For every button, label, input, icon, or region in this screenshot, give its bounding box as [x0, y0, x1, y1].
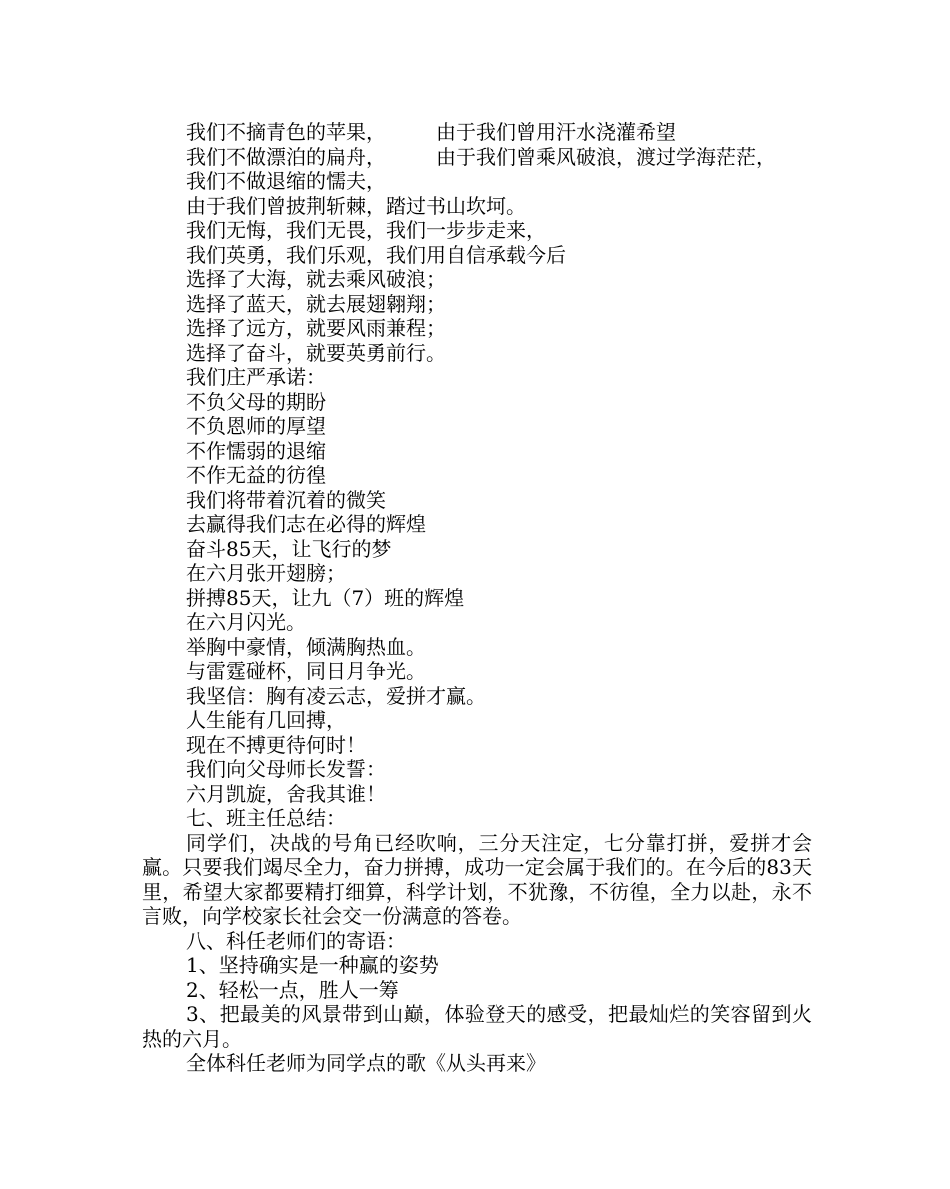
verse-pair-line: [142, 145, 812, 170]
verse-line: 不作懦弱的退缩: [186, 438, 326, 463]
verse-line: 我们英勇，我们乐观，我们用自信承载今后: [186, 242, 566, 267]
summary-paragraph: 同学们，决战的号角已经吹响，三分天注定，七分靠打拼，爱拼才会赢。只要我们竭尽全力，奋力拼搏，成功一定会属于我们的。在今后的83天里，希望大家都要精打细算，科学计划，不犹豫，不彷徨，全力以赴，永不言败，向学校家长社会交一份满意的答卷。: [142, 830, 812, 928]
section-heading: 七、班主任总结：: [186, 806, 346, 830]
message-line: 2、轻松一点，胜人一筹: [186, 977, 399, 1002]
closing-line: 全体科任老师为同学点的歌《从头再来》: [186, 1051, 546, 1075]
verse-line: 选择了蓝天，就去展翅翱翔；: [186, 291, 446, 316]
verse-line: 我们庄严承诺：: [186, 365, 326, 389]
verse-line: 由于我们曾披荆斩棘，踏过书山坎坷。: [186, 193, 526, 218]
message-paragraph: 3、把最美的风景带到山巅，体验登天的感受，把最灿烂的笑容留到火热的六月。: [142, 1002, 812, 1051]
message-line: 1、坚持确实是一种赢的姿势: [186, 953, 439, 977]
verse-line: 我们无悔，我们无畏，我们一步步走来，: [186, 218, 546, 242]
verse-line: 我坚信：胸有凌云志，爱拼才赢。: [186, 683, 486, 708]
verse-pair-line: [142, 120, 812, 145]
verse-right: 由于我们曾用汗水浇灌希望: [436, 120, 676, 144]
verse-line: 我们向父母师长发誓：: [186, 757, 386, 781]
verse-right: 由于我们曾乘风破浪，渡过学海茫茫，: [436, 144, 776, 169]
verse-line: 不负父母的期盼: [186, 389, 326, 414]
verse-line: 与雷霆碰杯，同日月争光。: [186, 659, 426, 683]
verse-line: 在六月闪光。: [186, 610, 306, 634]
verse-left: 我们不做漂泊的扁舟，: [186, 144, 386, 169]
verse-line: 我们将带着沉着的微笑: [186, 487, 386, 512]
verse-line: 现在不搏更待何时！: [186, 732, 366, 757]
verse-line: 奋斗85天，让飞行的梦: [186, 536, 392, 561]
verse-line: 选择了远方，就要风雨兼程；: [186, 316, 446, 340]
verse-left: 我们不摘青色的苹果，: [186, 120, 386, 144]
verse-line: 人生能有几回搏，: [186, 708, 346, 732]
verse-line: 选择了大海，就去乘风破浪；: [186, 267, 446, 291]
document-body: [142, 120, 812, 1076]
verse-line: 我们不做退缩的懦夫，: [186, 169, 386, 193]
verse-line: 不作无益的彷徨: [186, 463, 326, 487]
verse-line: 六月凯旋，舍我其谁！: [186, 781, 386, 806]
verse-line: 举胸中豪情，倾满胸热血。: [186, 634, 426, 659]
verse-line: 拼搏85天，让九（7）班的辉煌: [186, 585, 465, 610]
verse-line: 不负恩师的厚望: [186, 414, 326, 438]
section-heading: 八、科任老师们的寄语：: [186, 928, 406, 953]
verse-line: 在六月张开翅膀；: [186, 561, 346, 585]
verse-line: 去赢得我们志在必得的辉煌: [186, 512, 426, 536]
verse-line: 选择了奋斗，就要英勇前行。: [186, 340, 446, 365]
